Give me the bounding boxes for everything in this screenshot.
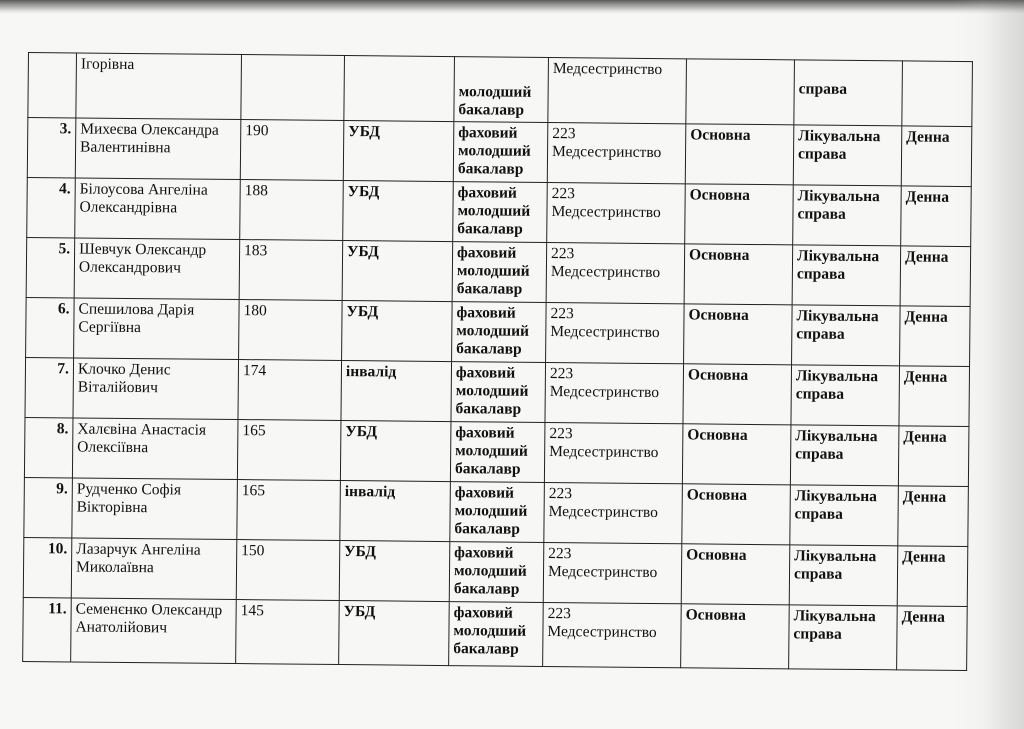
cell-base: Основна bbox=[682, 424, 791, 485]
table-row bbox=[24, 477, 969, 546]
cell-form: Денна bbox=[900, 306, 971, 367]
cell-num: 10. bbox=[23, 537, 72, 597]
cell-speciality: Лікувальна справа bbox=[792, 305, 901, 366]
cell-form bbox=[902, 61, 973, 127]
cell-category: УБД bbox=[343, 121, 454, 182]
cell-level: фаховий молодший бакалавр bbox=[450, 482, 545, 543]
program-code: 223 bbox=[549, 425, 573, 443]
cell-name: Семенєнко Олександр Анатолійович bbox=[71, 598, 237, 664]
cell-program bbox=[544, 482, 683, 543]
cell-level: фаховий молодший бакалавр bbox=[452, 302, 547, 363]
scan-shadow-top bbox=[0, 0, 1024, 14]
cell-form: Денна bbox=[901, 126, 972, 187]
cell-score: 165 bbox=[237, 420, 341, 481]
cell-name: Рудченко Софія Вікторівна bbox=[72, 478, 238, 540]
cell-category: УБД bbox=[340, 421, 451, 482]
cell-score: 145 bbox=[236, 600, 340, 665]
cell-category: УБД bbox=[339, 601, 450, 666]
cell-num: 5. bbox=[26, 237, 75, 297]
table-row bbox=[27, 118, 972, 187]
program-name: Медсестринство bbox=[549, 383, 660, 402]
cell-num: 3. bbox=[27, 118, 76, 178]
cell-score bbox=[241, 55, 345, 121]
cell-name: Спешилова Дарія Сергіївна bbox=[74, 298, 240, 360]
cell-speciality: Лікувальна справа bbox=[789, 605, 898, 670]
program-name: Медсестринство bbox=[551, 203, 661, 222]
cell-level: фаховий молодший бакалавр bbox=[453, 122, 548, 183]
cell-speciality: Лікувальна справа bbox=[793, 185, 902, 246]
cell-base: Основна bbox=[684, 304, 793, 365]
program-code: 223 bbox=[548, 485, 573, 503]
cell-category: інвалід bbox=[340, 481, 451, 542]
cell-name: Клочко Денис Віталійович bbox=[73, 358, 239, 420]
cell-level: фаховий молодший бакалавр bbox=[452, 242, 547, 303]
cell-category: УБД bbox=[339, 541, 450, 602]
cell-name: Халєвіна Анастасія Олексіївна bbox=[72, 418, 238, 480]
table-row bbox=[27, 177, 972, 246]
cell-form: Денна bbox=[898, 486, 969, 547]
table-row bbox=[25, 357, 970, 426]
cell-program bbox=[544, 422, 683, 483]
cell-form: Денна bbox=[901, 186, 972, 247]
cell-base: Основна bbox=[685, 184, 794, 245]
cell-num: 11. bbox=[23, 597, 72, 661]
cell-num: 9. bbox=[24, 477, 73, 537]
cell-speciality: справа bbox=[794, 60, 903, 126]
program-code: 223 bbox=[552, 125, 576, 143]
applicants-table bbox=[22, 52, 973, 671]
table-row-partial bbox=[28, 53, 973, 127]
cell-form: Денна bbox=[898, 426, 969, 487]
cell-num: 8. bbox=[24, 417, 73, 477]
program-code: 223 bbox=[551, 185, 575, 203]
cell-form: Денна bbox=[899, 366, 970, 427]
cell-program bbox=[546, 242, 685, 303]
program-code: 223 bbox=[551, 245, 575, 263]
cell-program bbox=[546, 302, 685, 363]
cell-program: Медсестринство bbox=[548, 57, 687, 123]
program-code: 223 bbox=[548, 545, 572, 563]
cell-speciality: Лікувальна справа bbox=[790, 485, 899, 546]
cell-category: УБД bbox=[343, 181, 454, 242]
cell-name: Михеєва Олександра Валентинівна bbox=[75, 118, 241, 180]
cell-level: фаховий молодший бакалавр bbox=[449, 542, 544, 603]
cell-base: Основна bbox=[683, 364, 792, 425]
cell-level: фаховий молодший бакалавр bbox=[451, 362, 546, 423]
cell-base bbox=[686, 59, 795, 125]
cell-form: Денна bbox=[897, 546, 968, 607]
cell-form: Денна bbox=[897, 606, 968, 671]
cell-program bbox=[543, 542, 682, 603]
cell-base: Основна bbox=[682, 484, 791, 545]
table-body bbox=[23, 53, 973, 671]
table-row bbox=[26, 297, 971, 366]
cell-name: Лазарчук Ангеліна Миколаївна bbox=[71, 538, 237, 600]
cell-score: 150 bbox=[236, 540, 340, 601]
cell-base: Основна bbox=[685, 124, 794, 185]
cell-speciality: Лікувальна справа bbox=[789, 545, 898, 606]
table-row bbox=[23, 537, 968, 606]
cell-num: 7. bbox=[25, 357, 74, 417]
cell-score: 165 bbox=[237, 480, 341, 541]
cell-level: фаховий молодший бакалавр bbox=[450, 422, 545, 483]
cell-category: інвалід bbox=[341, 361, 452, 422]
cell-base: Основна bbox=[681, 604, 790, 669]
program-code: 223 bbox=[549, 365, 574, 383]
program-name: Медсестринство bbox=[549, 443, 659, 462]
cell-name: Ігорівна bbox=[76, 53, 242, 120]
table-row bbox=[26, 237, 971, 306]
cell-program bbox=[547, 122, 686, 183]
cell-category: УБД bbox=[342, 301, 453, 362]
cell-level: фаховий молодший бакалавр bbox=[453, 182, 548, 243]
program-name: Медсестринство bbox=[550, 323, 660, 342]
cell-base: Основна bbox=[684, 244, 793, 305]
cell-category bbox=[344, 56, 455, 122]
cell-num bbox=[28, 53, 77, 118]
table-row bbox=[24, 417, 969, 486]
cell-name: Білоусова Ангеліна Олександрівна bbox=[75, 178, 241, 240]
cell-speciality: Лікувальна справа bbox=[790, 425, 899, 486]
cell-level: фаховий молодший бакалавр bbox=[449, 602, 544, 667]
cell-num: 6. bbox=[26, 297, 75, 357]
cell-program bbox=[547, 182, 686, 243]
program-name: Медсестринство bbox=[551, 143, 662, 162]
cell-num: 4. bbox=[27, 177, 76, 237]
program-name: Медсестринство bbox=[547, 623, 657, 642]
cell-score: 190 bbox=[240, 120, 344, 181]
cell-score: 188 bbox=[240, 180, 344, 241]
cell-speciality: Лікувальна справа bbox=[791, 365, 900, 426]
cell-speciality: Лікувальна справа bbox=[792, 245, 901, 306]
cell-score: 180 bbox=[239, 300, 343, 361]
program-name: Медсестринство bbox=[548, 503, 658, 522]
cell-base: Основна bbox=[681, 544, 790, 605]
program-code: 223 bbox=[550, 305, 574, 323]
program-code: 223 bbox=[547, 605, 571, 623]
program-name: Медсестринство bbox=[547, 563, 658, 582]
cell-score: 183 bbox=[239, 240, 343, 301]
cell-form: Денна bbox=[900, 246, 971, 307]
cell-level: молодший бакалавр bbox=[454, 57, 549, 123]
cell-score: 174 bbox=[238, 360, 342, 421]
cell-program bbox=[543, 602, 682, 667]
cell-name: Шевчук Олександр Олександрович bbox=[74, 238, 240, 300]
cell-category: УБД bbox=[342, 241, 453, 302]
table-row bbox=[23, 597, 968, 670]
cell-speciality: Лікувальна справа bbox=[793, 125, 902, 186]
cell-program bbox=[545, 362, 684, 423]
program-name: Медсестринство bbox=[550, 263, 661, 282]
